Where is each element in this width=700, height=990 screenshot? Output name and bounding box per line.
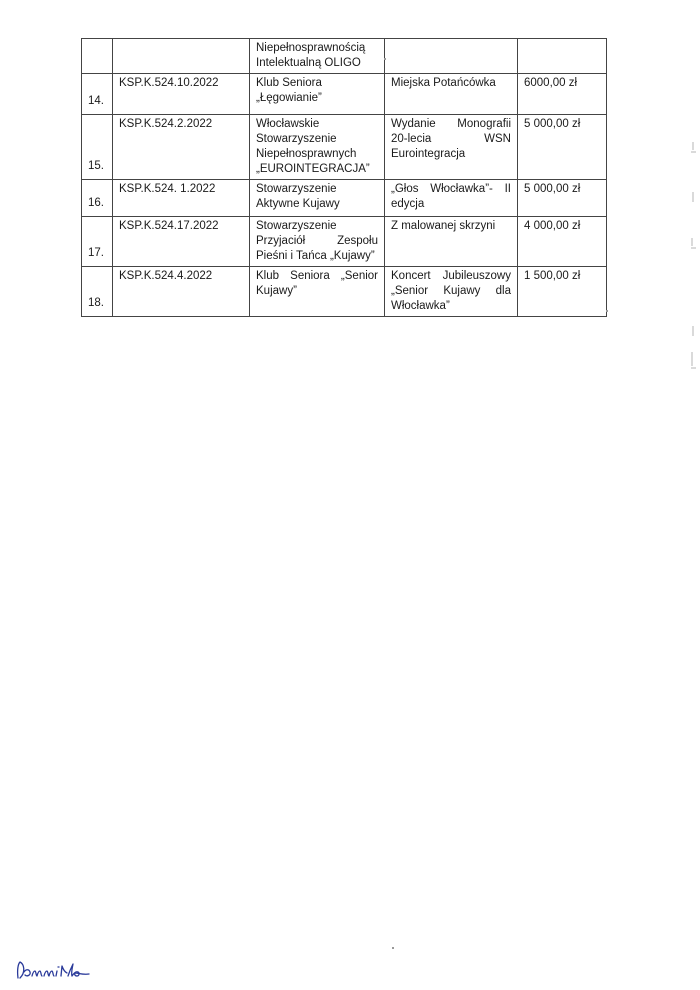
handwritten-signature (14, 958, 114, 982)
table-row (82, 74, 607, 115)
amount-cell (518, 39, 607, 74)
amount-cell: 6000,00 zł (518, 74, 607, 115)
amount-cell: 4 000,00 zł (518, 217, 607, 267)
case-signature-cell: KSP.K.524.4.2022 (113, 267, 250, 317)
amount-cell: 1 500,00 zł (518, 267, 607, 317)
case-signature-cell: KSP.K.524.17.2022 (113, 217, 250, 267)
table-row (82, 180, 607, 217)
margin-marks (690, 140, 698, 380)
scan-speck (384, 58, 386, 60)
row-number-cell: 16. (82, 180, 113, 217)
case-signature-cell: KSP.K.524.2.2022 (113, 115, 250, 180)
task-cell (385, 39, 518, 74)
task-cell: Z malowanej skrzyni (385, 217, 518, 267)
task-cell: Wydanie Monografii 20-lecia WSN Eurointegracja (385, 115, 518, 180)
table-row (82, 115, 607, 180)
organization-cell: Włocławskie Stowarzyszenie Niepełnosprawnych „EUROINTEGRACJA” (250, 115, 385, 180)
organization-cell: Niepełnosprawnością Intelektualną OLIGO (250, 39, 385, 74)
amount-cell: 5 000,00 zł (518, 180, 607, 217)
row-number-cell: 18. (82, 267, 113, 317)
case-signature-cell: KSP.K.524.10.2022 (113, 74, 250, 115)
table-row (82, 39, 607, 74)
scan-speck (392, 947, 394, 949)
task-cell: „Głos Włocławka”- II edycja (385, 180, 518, 217)
organization-cell: Stowarzyszenie Aktywne Kujawy (250, 180, 385, 217)
table-row (82, 267, 607, 317)
organization-cell: Klub Seniora „Łęgowianie” (250, 74, 385, 115)
row-number-cell (82, 39, 113, 74)
grants-table (81, 38, 607, 317)
scan-speck (606, 310, 608, 312)
task-cell: Miejska Potańcówka (385, 74, 518, 115)
row-number-cell: 14. (82, 74, 113, 115)
amount-cell: 5 000,00 zł (518, 115, 607, 180)
row-number-cell: 15. (82, 115, 113, 180)
row-number-cell: 17. (82, 217, 113, 267)
organization-cell: Klub Seniora „Senior Kujawy” (250, 267, 385, 317)
case-signature-cell: KSP.K.524. 1.2022 (113, 180, 250, 217)
case-signature-cell (113, 39, 250, 74)
organization-cell: Stowarzyszenie Przyjaciół Zespołu Pieśni i Tańca „Kujawy” (250, 217, 385, 267)
table-row (82, 217, 607, 267)
task-cell: Koncert Jubileuszowy „Senior Kujawy dla Włocławka” (385, 267, 518, 317)
